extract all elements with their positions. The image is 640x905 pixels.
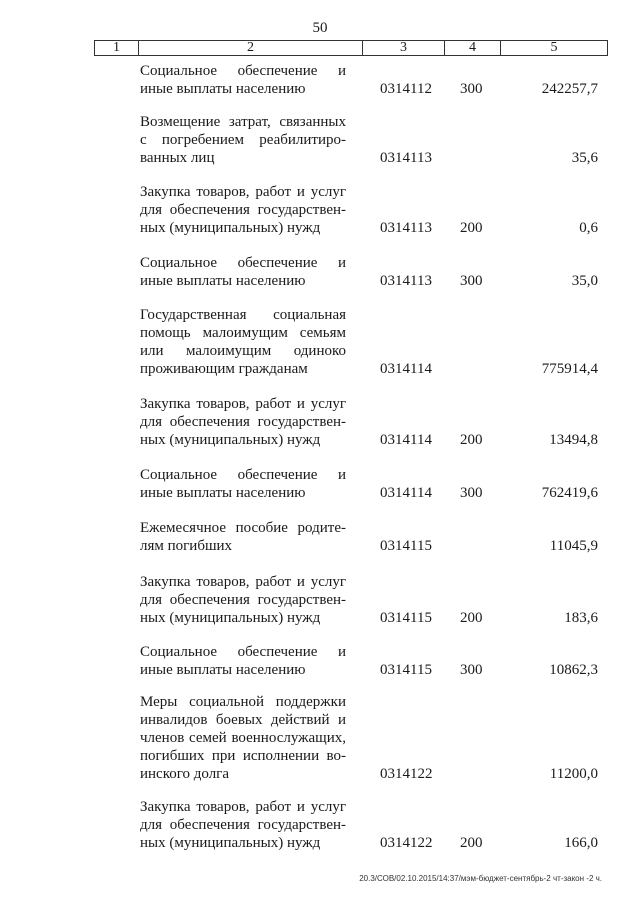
description-line: для обеспечения государствен- xyxy=(140,817,346,833)
row-amount: 242257,7 xyxy=(541,81,598,97)
description-line: Закупка товаров, работ и услуг xyxy=(140,574,346,590)
description-line: ных (муниципальных) нужд xyxy=(140,610,321,626)
description-line: с погребением реабилитиро- xyxy=(140,132,346,148)
row-type: 300 xyxy=(460,485,483,501)
row-code: 0314122 xyxy=(380,766,433,782)
row-description xyxy=(140,798,346,852)
description-line: Закупка товаров, работ и услуг xyxy=(140,184,346,200)
description-line: лям погибших xyxy=(140,538,233,554)
row-type: 300 xyxy=(460,273,483,289)
row-code: 0314113 xyxy=(380,150,432,166)
row-description xyxy=(140,254,346,290)
row-amount: 13494,8 xyxy=(549,432,598,448)
row-amount: 183,6 xyxy=(564,610,598,626)
description-line: инвалидов боевых действий и xyxy=(140,712,346,728)
description-line: членов семей военнослужащих, xyxy=(140,730,346,746)
description-line: иные выплаты населению xyxy=(140,81,306,97)
row-type: 300 xyxy=(460,81,483,97)
row-code: 0314114 xyxy=(380,361,432,377)
row-type: 200 xyxy=(460,610,483,626)
description-line: Закупка товаров, работ и услуг xyxy=(140,799,346,815)
row-description xyxy=(140,395,346,449)
description-line: Социальное обеспечение и xyxy=(140,644,346,660)
row-code: 0314113 xyxy=(380,220,432,236)
row-amount: 762419,6 xyxy=(541,485,598,501)
row-description xyxy=(140,62,346,98)
row-amount: 35,6 xyxy=(571,150,598,166)
row-amount: 10862,3 xyxy=(549,662,598,678)
page-number: 50 xyxy=(312,20,328,36)
description-line: Ежемесячное пособие родите- xyxy=(140,520,346,536)
description-line: или малоимущим одиноко xyxy=(140,343,346,359)
row-amount: 775914,4 xyxy=(541,361,598,377)
row-description xyxy=(140,183,346,237)
row-description xyxy=(140,519,346,555)
description-line: инского долга xyxy=(140,766,229,782)
description-line: иные выплаты населению xyxy=(140,273,306,289)
description-line: Социальное обеспечение и xyxy=(140,63,346,79)
description-line: Меры социальной поддержки xyxy=(140,694,346,710)
description-line: Социальное обеспечение и xyxy=(140,255,346,271)
row-amount: 0,6 xyxy=(579,220,598,236)
table-header xyxy=(94,40,608,56)
row-amount: 166,0 xyxy=(564,835,598,851)
description-line: для обеспечения государствен- xyxy=(140,202,346,218)
row-code: 0314113 xyxy=(380,273,432,289)
description-line: Возмещение затрат, связанных xyxy=(140,114,346,130)
row-code: 0314115 xyxy=(380,610,432,626)
header-col-2: 2 xyxy=(139,41,363,55)
row-description xyxy=(140,693,346,783)
row-description xyxy=(140,113,346,167)
row-code: 0314114 xyxy=(380,485,432,501)
description-line: Социальное обеспечение и xyxy=(140,467,346,483)
header-col-5: 5 xyxy=(550,40,558,55)
row-type: 300 xyxy=(460,662,483,678)
description-line: погибших при исполнении во- xyxy=(140,748,346,764)
row-description xyxy=(140,573,346,627)
row-description xyxy=(140,466,346,502)
description-line: ных (муниципальных) нужд xyxy=(140,432,321,448)
row-code: 0314122 xyxy=(380,835,433,851)
row-amount: 11045,9 xyxy=(549,538,598,554)
row-description xyxy=(140,306,346,378)
description-line: иные выплаты населению xyxy=(140,485,306,501)
description-line: иные выплаты населению xyxy=(140,662,306,678)
description-line: проживающим гражданам xyxy=(140,361,308,377)
row-code: 0314112 xyxy=(380,81,432,97)
description-line: помощь малоимущим семьям xyxy=(140,325,346,341)
description-line: ванных лиц xyxy=(140,150,215,166)
description-line: ных (муниципальных) нужд xyxy=(140,220,321,236)
row-description xyxy=(140,643,346,679)
description-line: Закупка товаров, работ и услуг xyxy=(140,396,346,412)
description-line: для обеспечения государствен- xyxy=(140,414,346,430)
header-col-4: 4 xyxy=(445,41,501,55)
row-code: 0314114 xyxy=(380,432,432,448)
row-amount: 11200,0 xyxy=(549,766,598,782)
row-amount: 35,0 xyxy=(571,273,598,289)
description-line: для обеспечения государствен- xyxy=(140,592,346,608)
row-code: 0314115 xyxy=(380,538,432,554)
row-code: 0314115 xyxy=(380,662,432,678)
description-line: ных (муниципальных) нужд xyxy=(140,835,321,851)
header-col-1: 1 xyxy=(95,41,139,55)
row-type: 200 xyxy=(460,432,483,448)
row-type: 200 xyxy=(460,220,483,236)
row-type: 200 xyxy=(460,835,483,851)
description-line: Государственная социальная xyxy=(140,307,346,323)
header-col-3: 3 xyxy=(363,41,445,55)
footer-note: 20.3/СОВ/02.10.2015/14:37/мэм-бюджет-сентябрь-2 чт-закон -2 ч. xyxy=(359,874,602,883)
